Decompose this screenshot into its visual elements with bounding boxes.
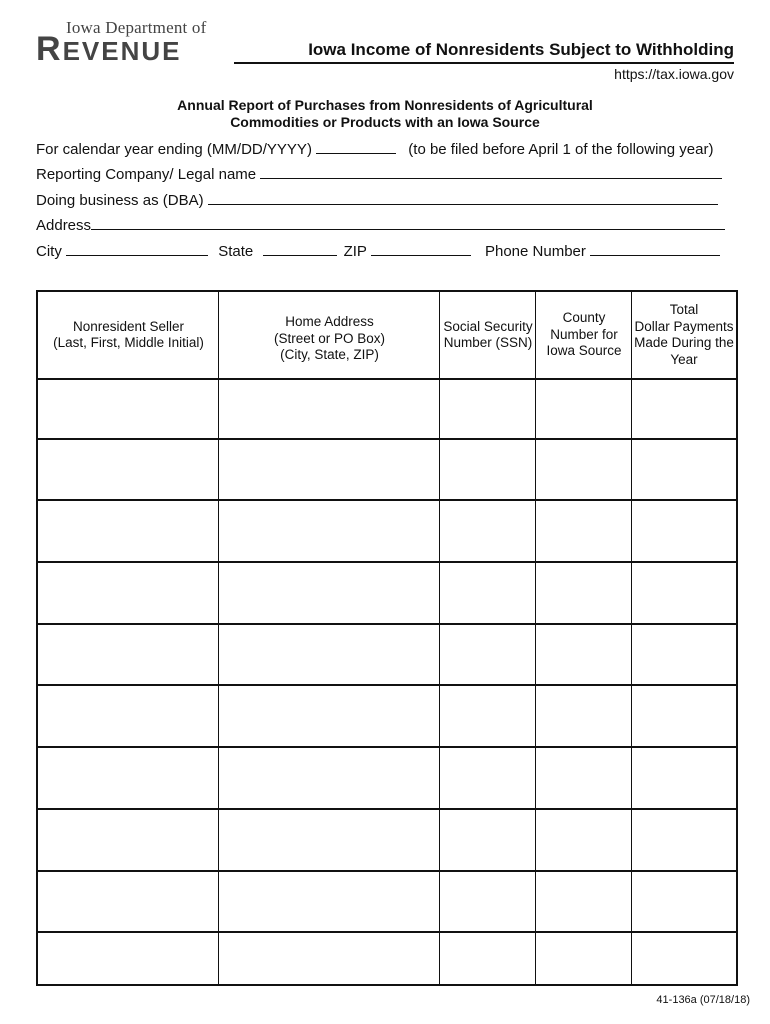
table-cell[interactable]: [536, 563, 632, 623]
state-field[interactable]: [263, 243, 337, 256]
table-cell[interactable]: [440, 933, 536, 995]
table-cell[interactable]: [632, 872, 736, 932]
header-line: Made During the: [634, 335, 734, 350]
table-cell[interactable]: [536, 748, 632, 808]
header-line: (Street or PO Box): [273, 330, 386, 346]
table-header: [38, 292, 736, 380]
table-cell[interactable]: [440, 810, 536, 870]
table-cell[interactable]: [536, 625, 632, 685]
table-cell[interactable]: [536, 810, 632, 870]
header-home-address: [219, 292, 440, 378]
header-line: Social Security: [443, 318, 533, 334]
table-row: [38, 625, 736, 687]
table-cell[interactable]: [219, 378, 440, 438]
table-cell[interactable]: [632, 378, 736, 438]
table-cell[interactable]: [219, 440, 440, 500]
table-row: [38, 872, 736, 934]
table-cell[interactable]: [219, 810, 440, 870]
table-cell[interactable]: [536, 933, 632, 995]
table-cell[interactable]: [536, 872, 632, 932]
website-url[interactable]: https://tax.iowa.gov: [614, 66, 734, 82]
address-field[interactable]: [91, 217, 725, 230]
address-label: Address: [36, 217, 92, 234]
table-row: [38, 501, 736, 563]
logo-rest: EVENUE: [62, 36, 182, 66]
table-cell[interactable]: [536, 687, 632, 747]
table-cell[interactable]: [219, 748, 440, 808]
table-cell[interactable]: [219, 501, 440, 561]
table-cell[interactable]: [38, 810, 219, 870]
header-nonresident-seller: [38, 292, 219, 378]
calendar-year-field[interactable]: [316, 141, 396, 154]
table-cell[interactable]: [632, 440, 736, 500]
table-row: [38, 378, 736, 440]
zip-field[interactable]: [371, 243, 471, 256]
form-title: Iowa Income of Nonresidents Subject to Withholding: [308, 40, 734, 59]
table-cell[interactable]: [632, 933, 736, 995]
dba-field[interactable]: [208, 192, 718, 205]
header-total-payments: [632, 292, 736, 378]
header-line: County: [562, 310, 606, 326]
header-line: Total: [669, 302, 699, 317]
table-cell[interactable]: [219, 625, 440, 685]
table-cell[interactable]: [440, 378, 536, 438]
table-cell[interactable]: [38, 872, 219, 932]
dba-row: [36, 192, 718, 209]
table-cell[interactable]: [632, 810, 736, 870]
table-cell[interactable]: [38, 501, 219, 561]
table-cell[interactable]: [536, 378, 632, 438]
purchases-table: [36, 290, 738, 986]
table-cell[interactable]: [219, 872, 440, 932]
title-rule: [234, 62, 734, 64]
company-label: Reporting Company/ Legal name: [36, 166, 257, 183]
table-cell[interactable]: [219, 563, 440, 623]
table-cell[interactable]: [219, 933, 440, 995]
table-cell[interactable]: [632, 748, 736, 808]
table-cell[interactable]: [536, 501, 632, 561]
dba-label: Doing business as (DBA): [36, 192, 204, 209]
phone-label: Phone Number: [484, 243, 586, 260]
city-field[interactable]: [66, 243, 208, 256]
table-cell[interactable]: [440, 501, 536, 561]
header-line: Iowa Source: [546, 343, 622, 359]
table-cell[interactable]: [632, 563, 736, 623]
table-cell[interactable]: [38, 625, 219, 685]
iowa-revenue-logo: [36, 18, 208, 66]
state-label: State: [218, 243, 254, 260]
table-cell[interactable]: [38, 933, 219, 995]
table-cell[interactable]: [536, 440, 632, 500]
logo-top-text: Iowa Department of: [66, 18, 207, 37]
table-cell[interactable]: [440, 872, 536, 932]
header-line: Year: [670, 351, 698, 367]
table-cell[interactable]: [632, 501, 736, 561]
table-cell[interactable]: [38, 378, 219, 438]
header-line: Dollar Payments: [634, 318, 734, 334]
city-row: [36, 243, 720, 260]
table-row: [38, 687, 736, 749]
address-row: [36, 217, 725, 234]
table-cell[interactable]: [38, 748, 219, 808]
phone-field[interactable]: [590, 243, 720, 256]
table-cell[interactable]: [219, 687, 440, 747]
zip-label: ZIP: [343, 243, 367, 260]
calendar-year-note: (to be filed before April 1 of the following year): [408, 141, 714, 158]
table-cell[interactable]: [632, 625, 736, 685]
header-line: Home Address: [285, 314, 374, 329]
table-row: [38, 933, 736, 995]
header-line: Nonresident Seller: [72, 318, 185, 334]
company-row: [36, 166, 722, 183]
table-cell[interactable]: [38, 440, 219, 500]
header-line: (City, State, ZIP): [280, 347, 379, 362]
form-subtitle: [60, 97, 710, 131]
logo-main-text: [36, 32, 181, 68]
subtitle-line-2: Commodities or Products with an Iowa Source: [230, 114, 540, 130]
table-row: [38, 563, 736, 625]
table-row: [38, 810, 736, 872]
calendar-year-row: [36, 141, 713, 158]
table-row: [38, 748, 736, 810]
header-line: Number (SSN): [443, 335, 533, 350]
header-line: (Last, First, Middle Initial): [53, 335, 204, 350]
header-line: Number for: [550, 326, 618, 342]
table-cell[interactable]: [38, 687, 219, 747]
calendar-year-label: For calendar year ending (MM/DD/YYYY): [36, 141, 312, 158]
table-cell[interactable]: [440, 687, 536, 747]
table-cell[interactable]: [440, 440, 536, 500]
table-cell[interactable]: [440, 625, 536, 685]
logo-initial: R: [36, 30, 63, 68]
table-cell[interactable]: [440, 748, 536, 808]
table-row: [38, 440, 736, 502]
header-county-number: [536, 292, 632, 378]
table-cell[interactable]: [632, 687, 736, 747]
form-number: 41-136a (07/18/18): [656, 994, 750, 1006]
company-field[interactable]: [260, 166, 722, 179]
table-cell[interactable]: [440, 563, 536, 623]
city-label: City: [36, 243, 62, 260]
subtitle-line-1: Annual Report of Purchases from Nonresidents of Agricultural: [177, 97, 593, 113]
header-ssn: [440, 292, 536, 378]
table-cell[interactable]: [38, 563, 219, 623]
